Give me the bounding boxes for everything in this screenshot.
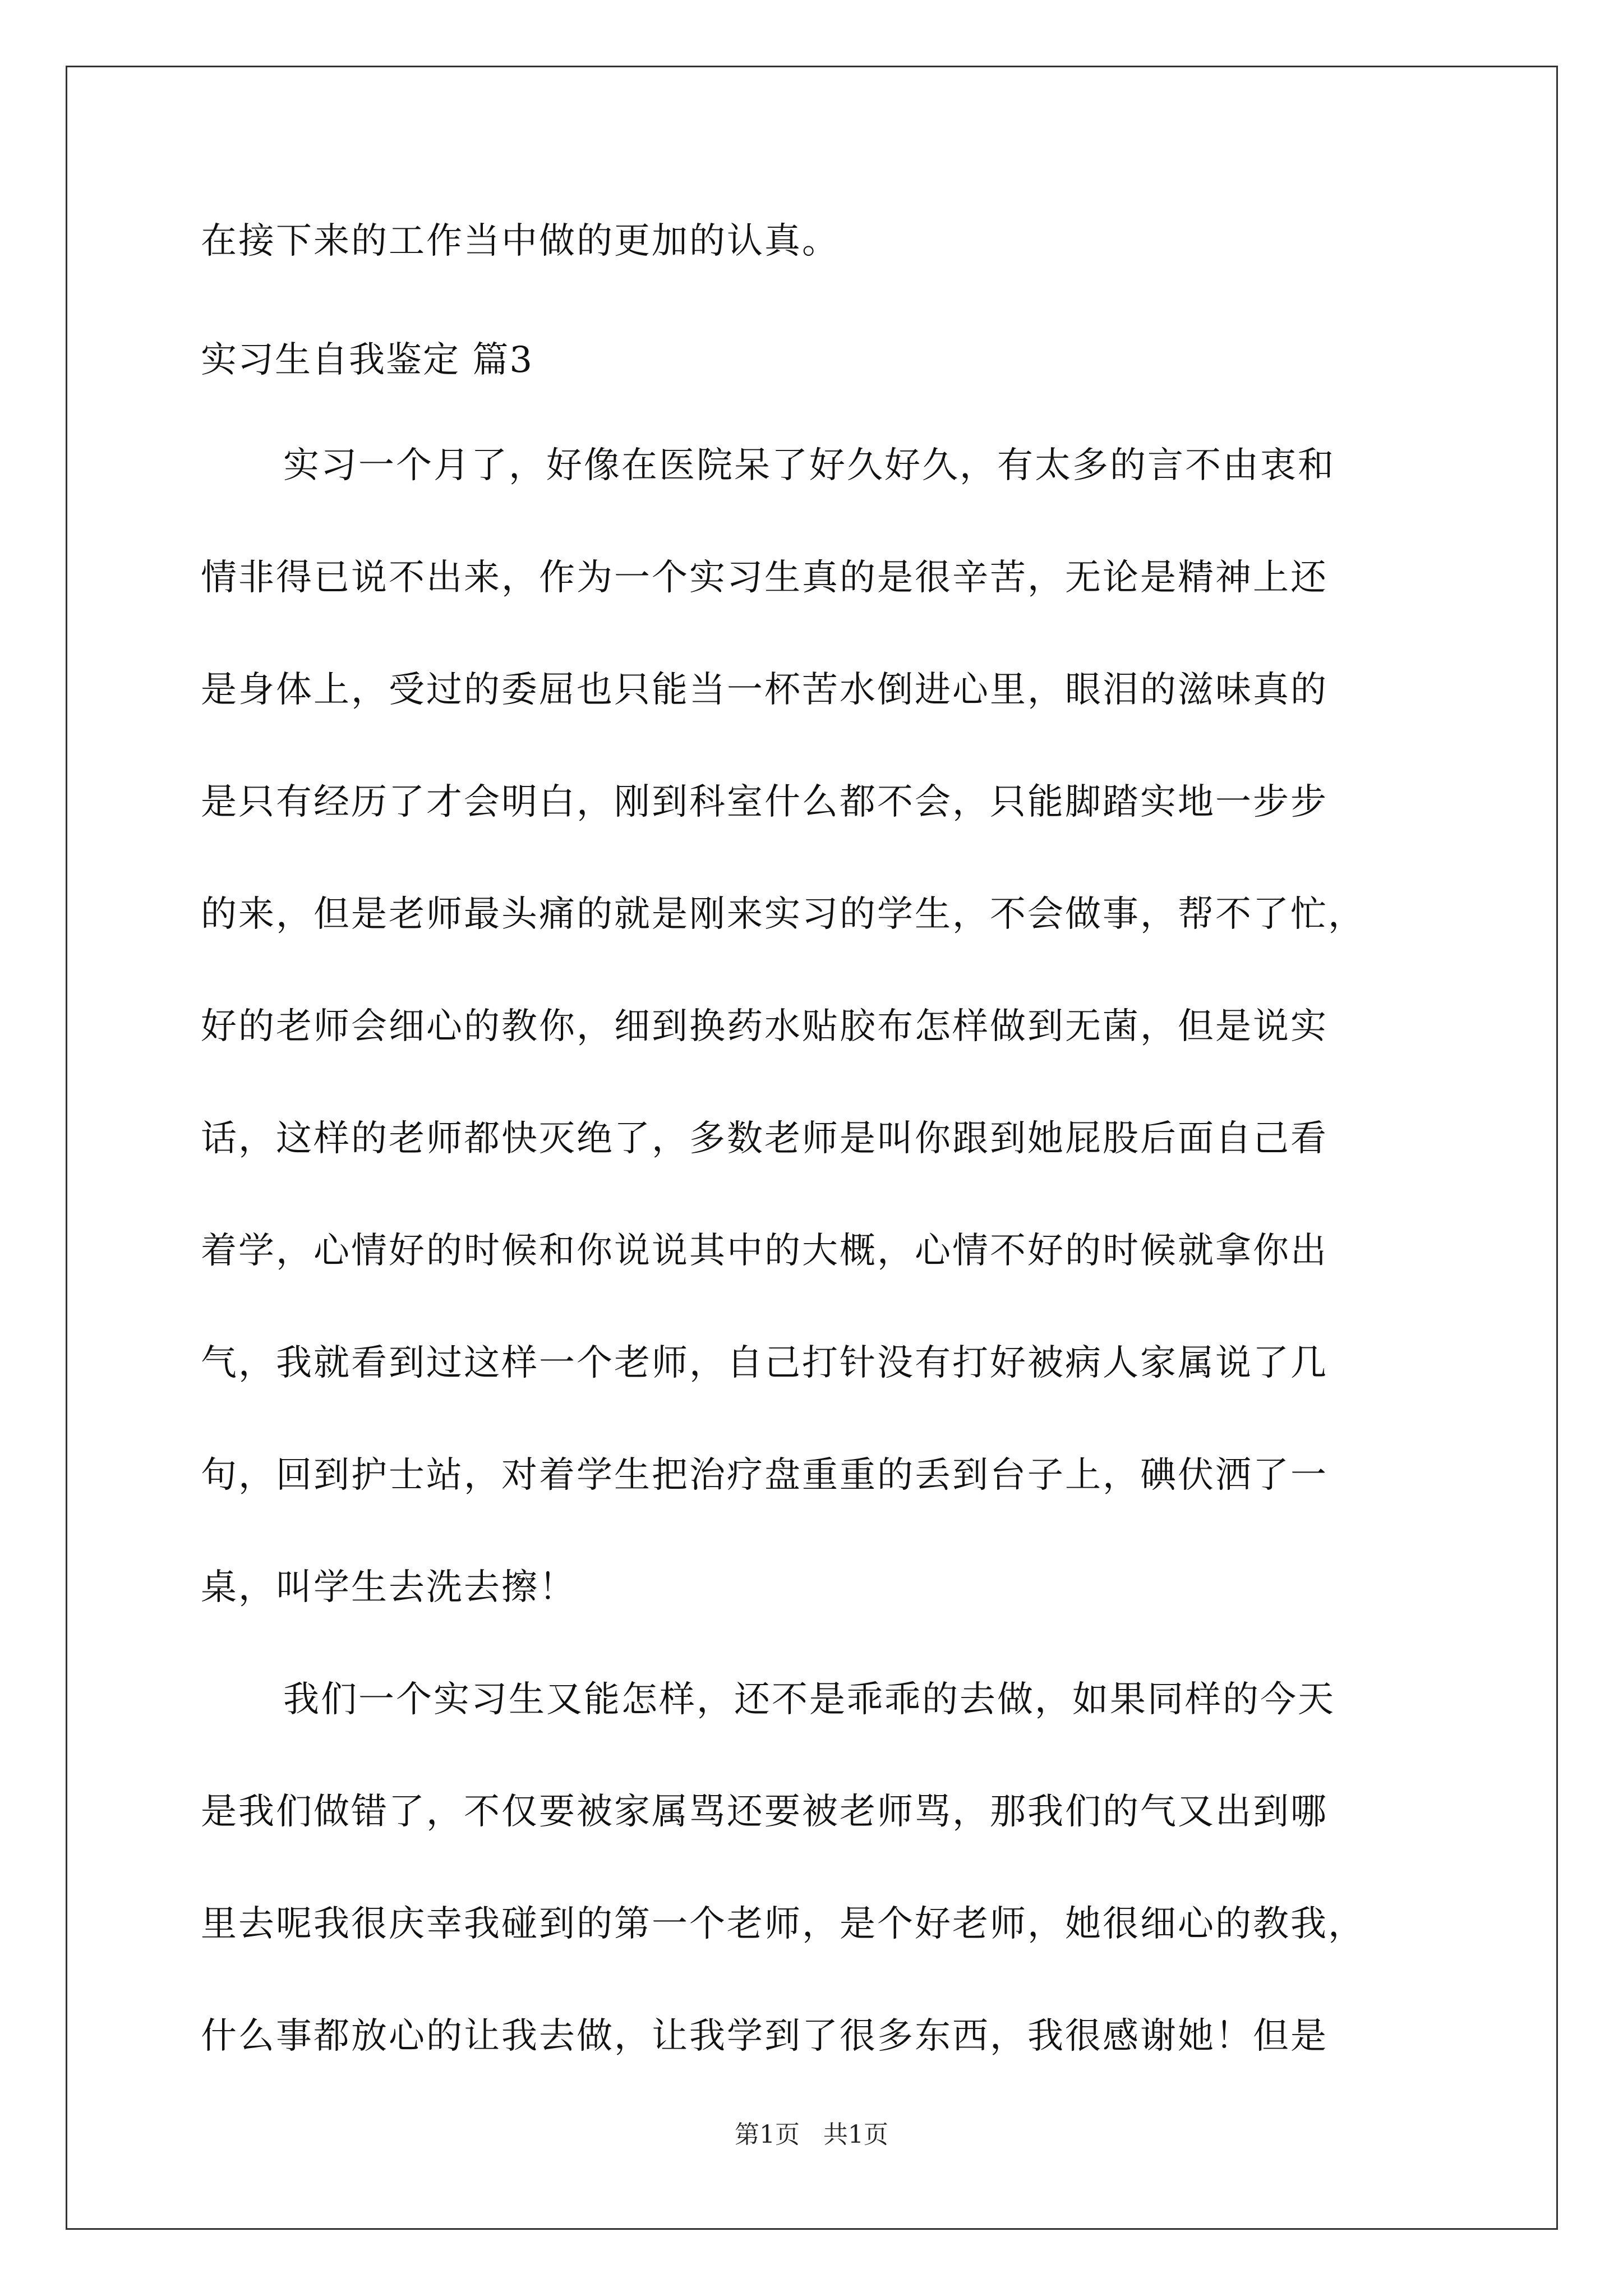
text-line: 里去呢我很庆幸我碰到的第一个老师，是个好老师，她很细心的教我， bbox=[201, 1903, 1366, 1945]
text-line: 桌，叫学生去洗去擦！ bbox=[201, 1567, 577, 1608]
text-line: 是只有经历了才会明白，刚到科室什么都不会，只能脚踏实地一步步 bbox=[201, 781, 1328, 823]
text-line: 气，我就看到过这样一个老师，自己打针没有打好被病人家属说了几 bbox=[201, 1342, 1328, 1384]
section-heading: 实习生自我鉴定 篇3 bbox=[201, 339, 534, 381]
text-line: 什么事都放心的让我去做，让我学到了很多东西，我很感谢她！但是 bbox=[201, 2016, 1328, 2057]
text-line: 是身体上，受过的委屈也只能当一杯苦水倒进心里，眼泪的滋味真的 bbox=[201, 669, 1328, 711]
text-line: 话，这样的老师都快灭绝了，多数老师是叫你跟到她屁股后面自己看 bbox=[201, 1118, 1328, 1159]
paragraph-first-line: 实习一个月了，好像在医院呆了好久好久，有太多的言不由衷和 bbox=[283, 445, 1335, 486]
text-line: 着学，心情好的时候和你说说其中的大概，心情不好的时候就拿你出 bbox=[201, 1230, 1328, 1272]
text-line: 情非得已说不出来，作为一个实习生真的是很辛苦，无论是精神上还 bbox=[201, 557, 1328, 599]
text-line: 的来，但是老师最头痛的就是刚来实习的学生，不会做事，帮不了忙， bbox=[201, 894, 1366, 935]
text-line: 是我们做错了，不仅要被家属骂还要被老师骂，那我们的气又出到哪 bbox=[201, 1791, 1328, 1833]
text-line: 好的老师会细心的教你，细到换药水贴胶布怎样做到无菌，但是说实 bbox=[201, 1006, 1328, 1047]
text-line: 句，回到护士站，对着学生把治疗盘重重的丢到台子上，碘伏洒了一 bbox=[201, 1455, 1328, 1496]
page-number-footer: 第1页 共1页 bbox=[735, 2120, 888, 2149]
paragraph-first-line: 我们一个实习生又能怎样，还不是乖乖的去做，如果同样的今天 bbox=[283, 1679, 1335, 1720]
text-line: 在接下来的工作当中做的更加的认真。 bbox=[201, 220, 840, 262]
